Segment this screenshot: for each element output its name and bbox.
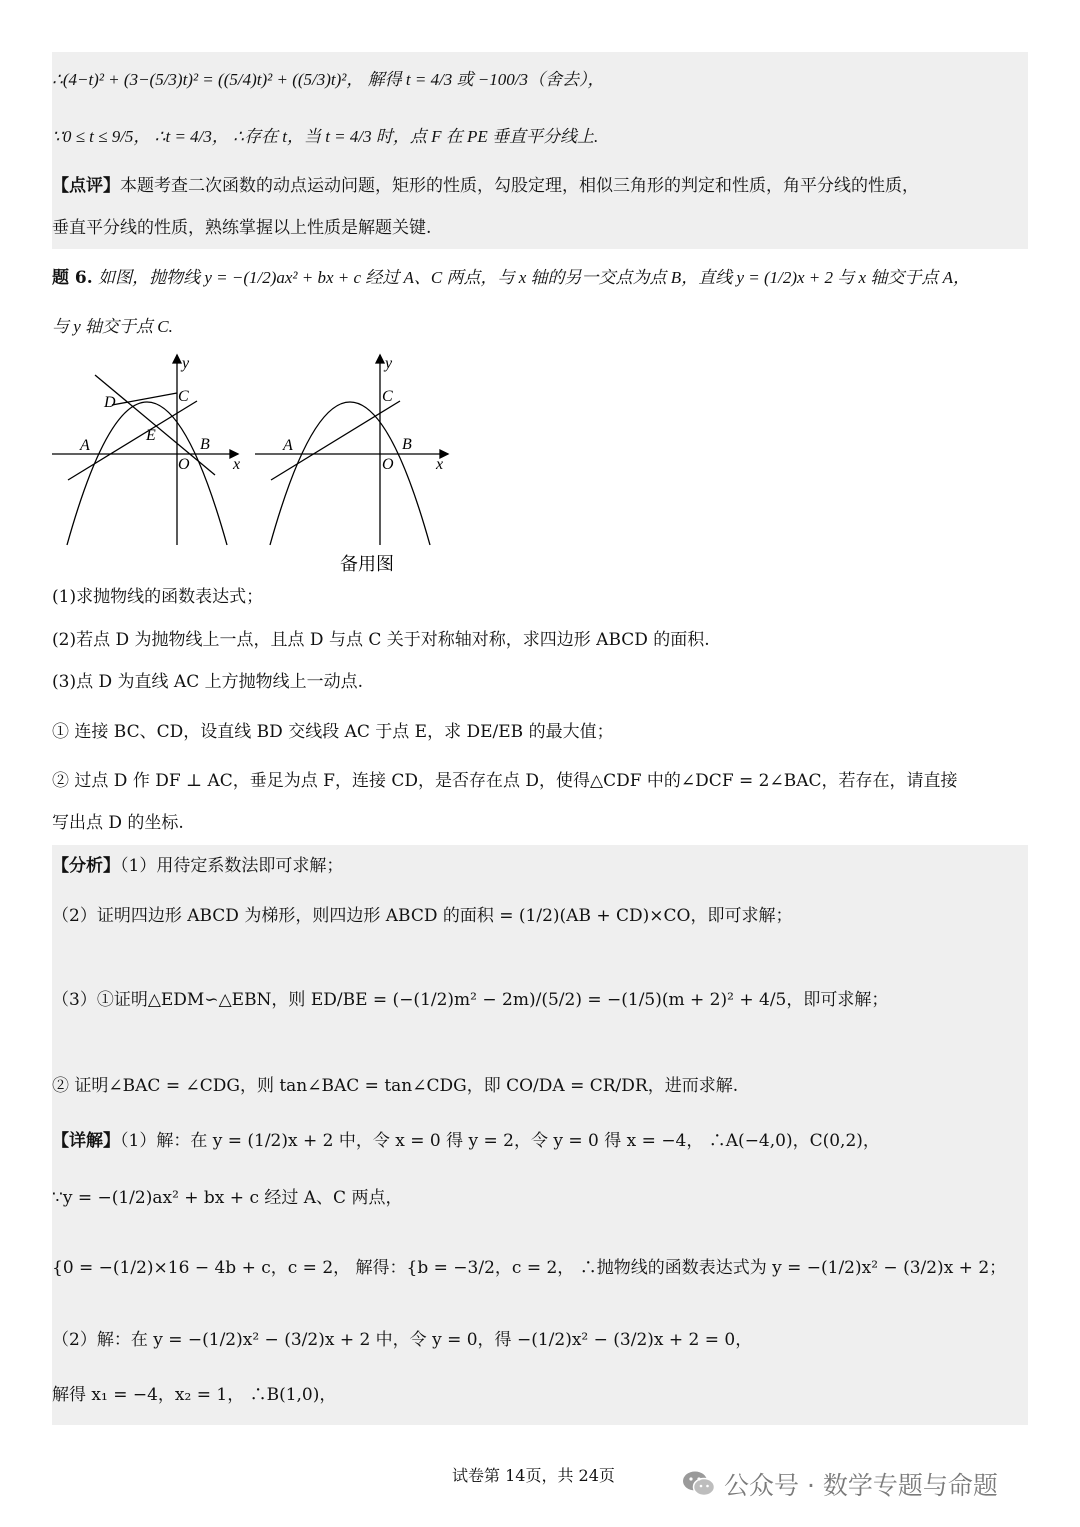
solution-text-1: （1）解：在 y = (1/2)x + 2 中，令 x = 0 得 y = 2，令 y = 0 得 x = −4， ∴A(−4,0)，C(0,2)，	[120, 1131, 880, 1151]
problem-stem-2: 与 y 轴交于点 C.	[52, 317, 173, 336]
fig1-label-y: y	[182, 355, 190, 372]
watermark	[682, 1466, 998, 1502]
fig1-label-b: B	[200, 436, 210, 453]
solution-tag: 【详解】	[52, 1131, 120, 1151]
solution-line-5: 解得 x₁ = −4，x₂ = 1， ∴B(1,0)，	[52, 1385, 337, 1405]
question-3-1: ① 连接 BC、CD，设直线 BD 交线段 AC 于点 E，求 DE/EB 的最大值；	[52, 722, 614, 742]
fig2-label-y: y	[385, 355, 393, 372]
question-3: (3)点 D 为直线 AC 上方抛物线上一动点.	[52, 672, 364, 692]
problem-stem-text: 如图，抛物线 y = −(1/2)ax² + bx + c 经过 A、C 两点，与 x 轴的另一交点为点 B，直线 y = (1/2)x + 2 与 x 轴交于点 A，	[98, 268, 970, 287]
fig2-label-a: A	[283, 437, 293, 454]
fig2-label-b: B	[402, 436, 412, 453]
fig1-label-a: A	[80, 437, 90, 454]
review-text-1: 本题考查二次函数的动点运动问题，矩形的性质，勾股定理，相似三角形的判定和性质，角平分线的性质，	[120, 176, 919, 196]
solution-line-2: ∵y = −(1/2)ax² + bx + c 经过 A、C 两点，	[52, 1188, 403, 1208]
fig2-label-x: x	[436, 456, 444, 473]
prev-line-1: ∴(4−t)² + (3−(5/3)t)² = ((5/4)t)² + ((5/3)t)²， 解得 t = 4/3 或 −100/3（舍去），	[52, 70, 605, 89]
watermark-text: 公众号 · 数学专题与命题	[724, 1471, 998, 1500]
fig1-label-x: x	[233, 456, 241, 473]
problem-label: 题 6.	[52, 268, 93, 288]
wechat-icon	[682, 1470, 716, 1498]
review-line-1	[52, 176, 919, 196]
analysis-line-1	[52, 856, 343, 876]
question-1: (1)求抛物线的函数表达式；	[52, 587, 264, 607]
review-line-2: 垂直平分线的性质，熟练掌握以上性质是解题关键.	[52, 218, 432, 238]
review-tag: 【点评】	[52, 176, 120, 196]
question-3-2-line-2: 写出点 D 的坐标.	[52, 813, 184, 833]
analysis-text-1: （1）用待定系数法即可求解；	[120, 856, 344, 876]
fig2-label-o: O	[382, 456, 394, 473]
solution-line-1	[52, 1131, 880, 1151]
analysis-line-4: ② 证明∠BAC = ∠CDG，则 tan∠BAC = tan∠CDG，即 CO/DA = CR/DR，进而求解.	[52, 1076, 739, 1096]
prev-line-2: ∵0 ≤ t ≤ 9/5， ∴t = 4/3， ∴存在 t，当 t = 4/3 时，点 F 在 PE 垂直平分线上.	[52, 127, 599, 146]
fig1-label-o: O	[178, 456, 190, 473]
question-3-2-line-1: ② 过点 D 作 DF ⊥ AC，垂足为点 F，连接 CD，是否存在点 D，使得△CDF 中的∠DCF = 2∠BAC，若存在，请直接	[52, 771, 958, 791]
fig2-label-c: C	[382, 388, 393, 405]
fig1-label-c: C	[178, 388, 189, 405]
problem-stem-1	[52, 268, 970, 288]
analysis-line-3: （3）①证明△EDM∽△EBN，则 ED/BE = (−(1/2)m² − 2m)/(5/2) = −(1/5)(m + 2)² + 4/5，即可求解；	[52, 990, 889, 1010]
figure-caption: 备用图	[340, 554, 394, 575]
fig1-label-d: D	[104, 394, 116, 411]
analysis-line-2: （2）证明四边形 ABCD 为梯形，则四边形 ABCD 的面积 = (1/2)(AB + CD)×CO，即可求解；	[52, 906, 793, 926]
fig1-label-e: E	[146, 427, 156, 444]
solution-line-4: （2）解：在 y = −(1/2)x² − (3/2)x + 2 中，令 y = 0，得 −(1/2)x² − (3/2)x + 2 = 0，	[52, 1330, 753, 1350]
question-2: (2)若点 D 为抛物线上一点，且点 D 与点 C 关于对称轴对称，求四边形 ABCD 的面积.	[52, 630, 710, 650]
page-footer: 试卷第 14页，共 24页	[452, 1466, 615, 1485]
analysis-tag: 【分析】	[52, 856, 120, 876]
solution-line-3: {0 = −(1/2)×16 − 4b + c，c = 2， 解得：{b = −3/2，c = 2， ∴抛物线的函数表达式为 y = −(1/2)x² − (3/2)x + 2；	[52, 1258, 1007, 1278]
problem-figures	[40, 345, 460, 580]
